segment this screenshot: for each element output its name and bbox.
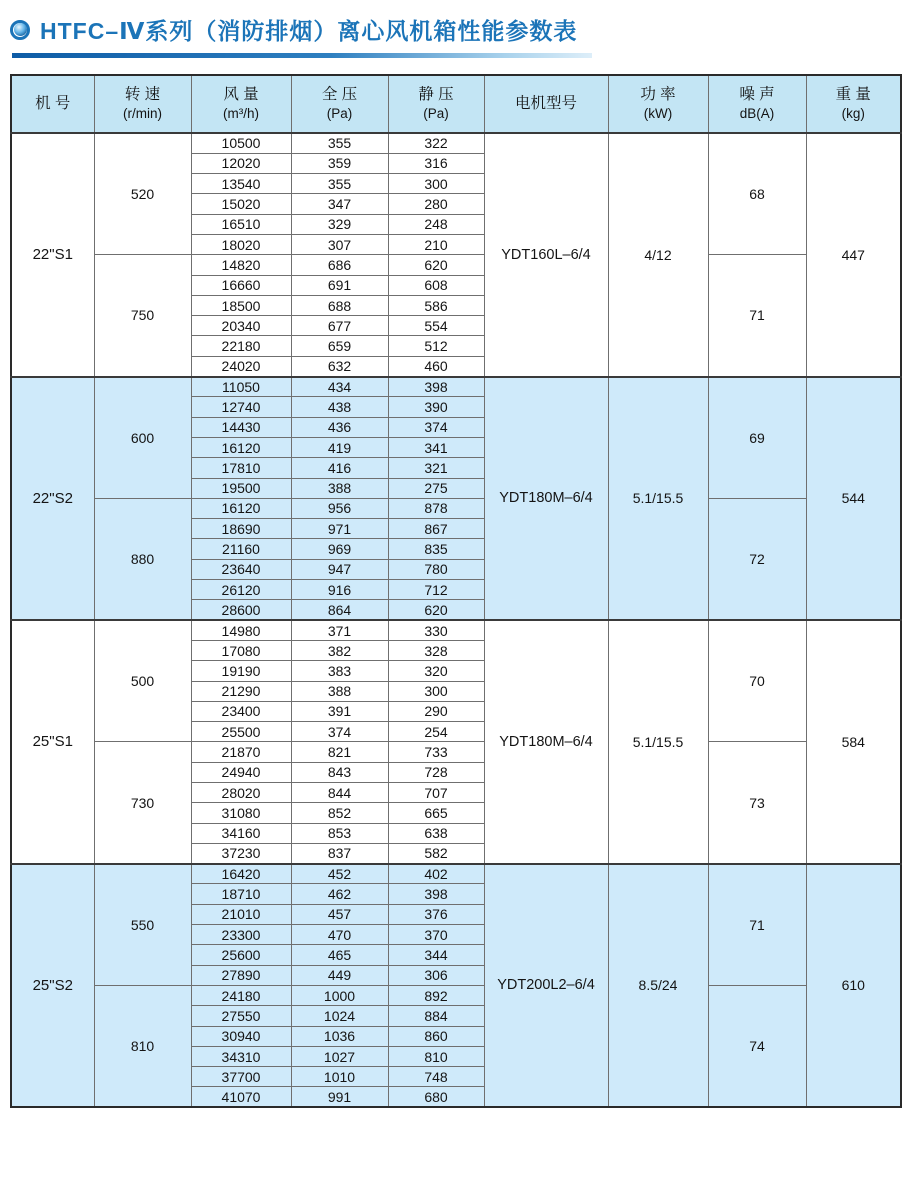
total-pressure-cell: 329	[291, 214, 388, 234]
motor-model-cell: YDT160L–6/4	[484, 133, 608, 377]
motor-model-cell: YDT180M–6/4	[484, 620, 608, 864]
column-header: 全 压 (Pa)	[291, 75, 388, 133]
title-row	[10, 13, 910, 46]
total-pressure-cell: 632	[291, 356, 388, 376]
table-row	[11, 498, 901, 518]
static-pressure-cell: 374	[388, 417, 484, 437]
static-pressure-cell: 322	[388, 133, 484, 153]
speed-cell: 600	[94, 377, 191, 499]
column-header: 噪 声 dB(A)	[708, 75, 806, 133]
performance-table	[10, 74, 902, 1108]
table-row	[11, 377, 901, 397]
static-pressure-cell: 780	[388, 559, 484, 579]
total-pressure-cell: 969	[291, 539, 388, 559]
total-pressure-cell: 916	[291, 580, 388, 600]
speed-cell: 750	[94, 255, 191, 377]
airflow-cell: 18690	[191, 519, 291, 539]
total-pressure-cell: 465	[291, 945, 388, 965]
power-cell: 8.5/24	[608, 864, 708, 1108]
table-row	[11, 255, 901, 275]
airflow-cell: 14430	[191, 417, 291, 437]
total-pressure-cell: 956	[291, 498, 388, 518]
static-pressure-cell: 398	[388, 884, 484, 904]
static-pressure-cell: 835	[388, 539, 484, 559]
model-cell: 25"S1	[11, 620, 94, 864]
total-pressure-cell: 449	[291, 965, 388, 985]
column-header: 风 量 (m³/h)	[191, 75, 291, 133]
static-pressure-cell: 878	[388, 498, 484, 518]
total-pressure-cell: 374	[291, 722, 388, 742]
model-cell: 22"S2	[11, 377, 94, 621]
airflow-cell: 15020	[191, 194, 291, 214]
total-pressure-cell: 1027	[291, 1046, 388, 1066]
static-pressure-cell: 341	[388, 437, 484, 457]
static-pressure-cell: 280	[388, 194, 484, 214]
static-pressure-cell: 402	[388, 864, 484, 884]
motor-model-cell: YDT200L2–6/4	[484, 864, 608, 1108]
total-pressure-cell: 452	[291, 864, 388, 884]
table-header	[11, 75, 901, 133]
column-header: 重 量 (kg)	[806, 75, 901, 133]
total-pressure-cell: 1024	[291, 1006, 388, 1026]
airflow-cell: 34160	[191, 823, 291, 843]
total-pressure-cell: 388	[291, 681, 388, 701]
airflow-cell: 23300	[191, 925, 291, 945]
power-cell: 4/12	[608, 133, 708, 377]
total-pressure-cell: 355	[291, 174, 388, 194]
airflow-cell: 31080	[191, 803, 291, 823]
noise-cell: 71	[708, 255, 806, 377]
total-pressure-cell: 1010	[291, 1067, 388, 1087]
total-pressure-cell: 347	[291, 194, 388, 214]
noise-cell: 68	[708, 133, 806, 255]
noise-cell: 69	[708, 377, 806, 499]
airflow-cell: 26120	[191, 580, 291, 600]
static-pressure-cell: 608	[388, 275, 484, 295]
total-pressure-cell: 462	[291, 884, 388, 904]
static-pressure-cell: 344	[388, 945, 484, 965]
static-pressure-cell: 810	[388, 1046, 484, 1066]
total-pressure-cell: 388	[291, 478, 388, 498]
airflow-cell: 22180	[191, 336, 291, 356]
static-pressure-cell: 210	[388, 234, 484, 254]
airflow-cell: 24020	[191, 356, 291, 376]
airflow-cell: 25600	[191, 945, 291, 965]
total-pressure-cell: 677	[291, 316, 388, 336]
total-pressure-cell: 853	[291, 823, 388, 843]
airflow-cell: 34310	[191, 1046, 291, 1066]
static-pressure-cell: 300	[388, 174, 484, 194]
column-header: 电机型号	[484, 75, 608, 133]
column-header: 转 速 (r/min)	[94, 75, 191, 133]
airflow-cell: 16510	[191, 214, 291, 234]
airflow-cell: 25500	[191, 722, 291, 742]
static-pressure-cell: 376	[388, 904, 484, 924]
static-pressure-cell: 867	[388, 519, 484, 539]
weight-cell: 447	[806, 133, 901, 377]
static-pressure-cell: 275	[388, 478, 484, 498]
speed-cell: 880	[94, 498, 191, 620]
column-header: 机 号	[11, 75, 94, 133]
title-underline	[12, 53, 592, 58]
total-pressure-cell: 971	[291, 519, 388, 539]
total-pressure-cell: 686	[291, 255, 388, 275]
airflow-cell: 19500	[191, 478, 291, 498]
power-cell: 5.1/15.5	[608, 377, 708, 621]
airflow-cell: 17080	[191, 640, 291, 660]
static-pressure-cell: 460	[388, 356, 484, 376]
static-pressure-cell: 290	[388, 701, 484, 721]
total-pressure-cell: 843	[291, 762, 388, 782]
total-pressure-cell: 852	[291, 803, 388, 823]
model-cell: 22"S1	[11, 133, 94, 377]
total-pressure-cell: 837	[291, 843, 388, 863]
airflow-cell: 16420	[191, 864, 291, 884]
static-pressure-cell: 620	[388, 255, 484, 275]
power-cell: 5.1/15.5	[608, 620, 708, 864]
table-row	[11, 864, 901, 884]
airflow-cell: 21160	[191, 539, 291, 559]
total-pressure-cell: 947	[291, 559, 388, 579]
motor-model-cell: YDT180M–6/4	[484, 377, 608, 621]
static-pressure-cell: 892	[388, 985, 484, 1005]
total-pressure-cell: 436	[291, 417, 388, 437]
airflow-cell: 23400	[191, 701, 291, 721]
total-pressure-cell: 371	[291, 620, 388, 640]
static-pressure-cell: 707	[388, 783, 484, 803]
static-pressure-cell: 884	[388, 1006, 484, 1026]
ringed-sphere-icon	[10, 20, 30, 40]
airflow-cell: 21870	[191, 742, 291, 762]
total-pressure-cell: 691	[291, 275, 388, 295]
airflow-cell: 16120	[191, 437, 291, 457]
airflow-cell: 18710	[191, 884, 291, 904]
airflow-cell: 18020	[191, 234, 291, 254]
speed-cell: 810	[94, 985, 191, 1107]
total-pressure-cell: 419	[291, 437, 388, 457]
total-pressure-cell: 438	[291, 397, 388, 417]
total-pressure-cell: 470	[291, 925, 388, 945]
airflow-cell: 30940	[191, 1026, 291, 1046]
ringed-sphere-icon-core	[14, 23, 27, 36]
static-pressure-cell: 748	[388, 1067, 484, 1087]
static-pressure-cell: 248	[388, 214, 484, 234]
column-header: 静 压 (Pa)	[388, 75, 484, 133]
weight-cell: 584	[806, 620, 901, 864]
table-row	[11, 620, 901, 640]
speed-cell: 550	[94, 864, 191, 986]
static-pressure-cell: 680	[388, 1087, 484, 1107]
total-pressure-cell: 359	[291, 153, 388, 173]
noise-cell: 71	[708, 864, 806, 986]
speed-cell: 730	[94, 742, 191, 864]
airflow-cell: 37700	[191, 1067, 291, 1087]
static-pressure-cell: 330	[388, 620, 484, 640]
total-pressure-cell: 434	[291, 377, 388, 397]
static-pressure-cell: 321	[388, 458, 484, 478]
static-pressure-cell: 665	[388, 803, 484, 823]
total-pressure-cell: 688	[291, 295, 388, 315]
table-row	[11, 133, 901, 153]
static-pressure-cell: 638	[388, 823, 484, 843]
airflow-cell: 11050	[191, 377, 291, 397]
static-pressure-cell: 300	[388, 681, 484, 701]
total-pressure-cell: 391	[291, 701, 388, 721]
airflow-cell: 10500	[191, 133, 291, 153]
static-pressure-cell: 398	[388, 377, 484, 397]
airflow-cell: 19190	[191, 661, 291, 681]
weight-cell: 610	[806, 864, 901, 1108]
airflow-cell: 27890	[191, 965, 291, 985]
page-title: HTFC–Ⅳ系列（消防排烟）离心风机箱性能参数表	[40, 18, 578, 44]
total-pressure-cell: 659	[291, 336, 388, 356]
static-pressure-cell: 712	[388, 580, 484, 600]
static-pressure-cell: 728	[388, 762, 484, 782]
table-row	[11, 742, 901, 762]
total-pressure-cell: 382	[291, 640, 388, 660]
airflow-cell: 16660	[191, 275, 291, 295]
static-pressure-cell: 582	[388, 843, 484, 863]
airflow-cell: 17810	[191, 458, 291, 478]
static-pressure-cell: 254	[388, 722, 484, 742]
airflow-cell: 23640	[191, 559, 291, 579]
total-pressure-cell: 991	[291, 1087, 388, 1107]
static-pressure-cell: 328	[388, 640, 484, 660]
total-pressure-cell: 416	[291, 458, 388, 478]
total-pressure-cell: 821	[291, 742, 388, 762]
total-pressure-cell: 383	[291, 661, 388, 681]
static-pressure-cell: 390	[388, 397, 484, 417]
airflow-cell: 24940	[191, 762, 291, 782]
noise-cell: 74	[708, 985, 806, 1107]
static-pressure-cell: 733	[388, 742, 484, 762]
total-pressure-cell: 457	[291, 904, 388, 924]
airflow-cell: 12020	[191, 153, 291, 173]
airflow-cell: 12740	[191, 397, 291, 417]
airflow-cell: 16120	[191, 498, 291, 518]
header-bar	[0, 0, 910, 58]
airflow-cell: 27550	[191, 1006, 291, 1026]
header-row	[11, 75, 901, 133]
airflow-cell: 41070	[191, 1087, 291, 1107]
column-header: 功 率 (kW)	[608, 75, 708, 133]
total-pressure-cell: 1036	[291, 1026, 388, 1046]
airflow-cell: 14820	[191, 255, 291, 275]
airflow-cell: 21290	[191, 681, 291, 701]
static-pressure-cell: 586	[388, 295, 484, 315]
noise-cell: 72	[708, 498, 806, 620]
static-pressure-cell: 860	[388, 1026, 484, 1046]
airflow-cell: 28600	[191, 600, 291, 620]
total-pressure-cell: 864	[291, 600, 388, 620]
airflow-cell: 24180	[191, 985, 291, 1005]
static-pressure-cell: 512	[388, 336, 484, 356]
total-pressure-cell: 1000	[291, 985, 388, 1005]
static-pressure-cell: 316	[388, 153, 484, 173]
table-row	[11, 985, 901, 1005]
noise-cell: 70	[708, 620, 806, 742]
static-pressure-cell: 620	[388, 600, 484, 620]
airflow-cell: 37230	[191, 843, 291, 863]
airflow-cell: 21010	[191, 904, 291, 924]
static-pressure-cell: 370	[388, 925, 484, 945]
airflow-cell: 18500	[191, 295, 291, 315]
model-cell: 25"S2	[11, 864, 94, 1108]
static-pressure-cell: 554	[388, 316, 484, 336]
total-pressure-cell: 844	[291, 783, 388, 803]
total-pressure-cell: 355	[291, 133, 388, 153]
airflow-cell: 28020	[191, 783, 291, 803]
speed-cell: 500	[94, 620, 191, 742]
table-body	[11, 133, 901, 1107]
noise-cell: 73	[708, 742, 806, 864]
airflow-cell: 13540	[191, 174, 291, 194]
speed-cell: 520	[94, 133, 191, 255]
total-pressure-cell: 307	[291, 234, 388, 254]
static-pressure-cell: 320	[388, 661, 484, 681]
weight-cell: 544	[806, 377, 901, 621]
airflow-cell: 14980	[191, 620, 291, 640]
static-pressure-cell: 306	[388, 965, 484, 985]
airflow-cell: 20340	[191, 316, 291, 336]
